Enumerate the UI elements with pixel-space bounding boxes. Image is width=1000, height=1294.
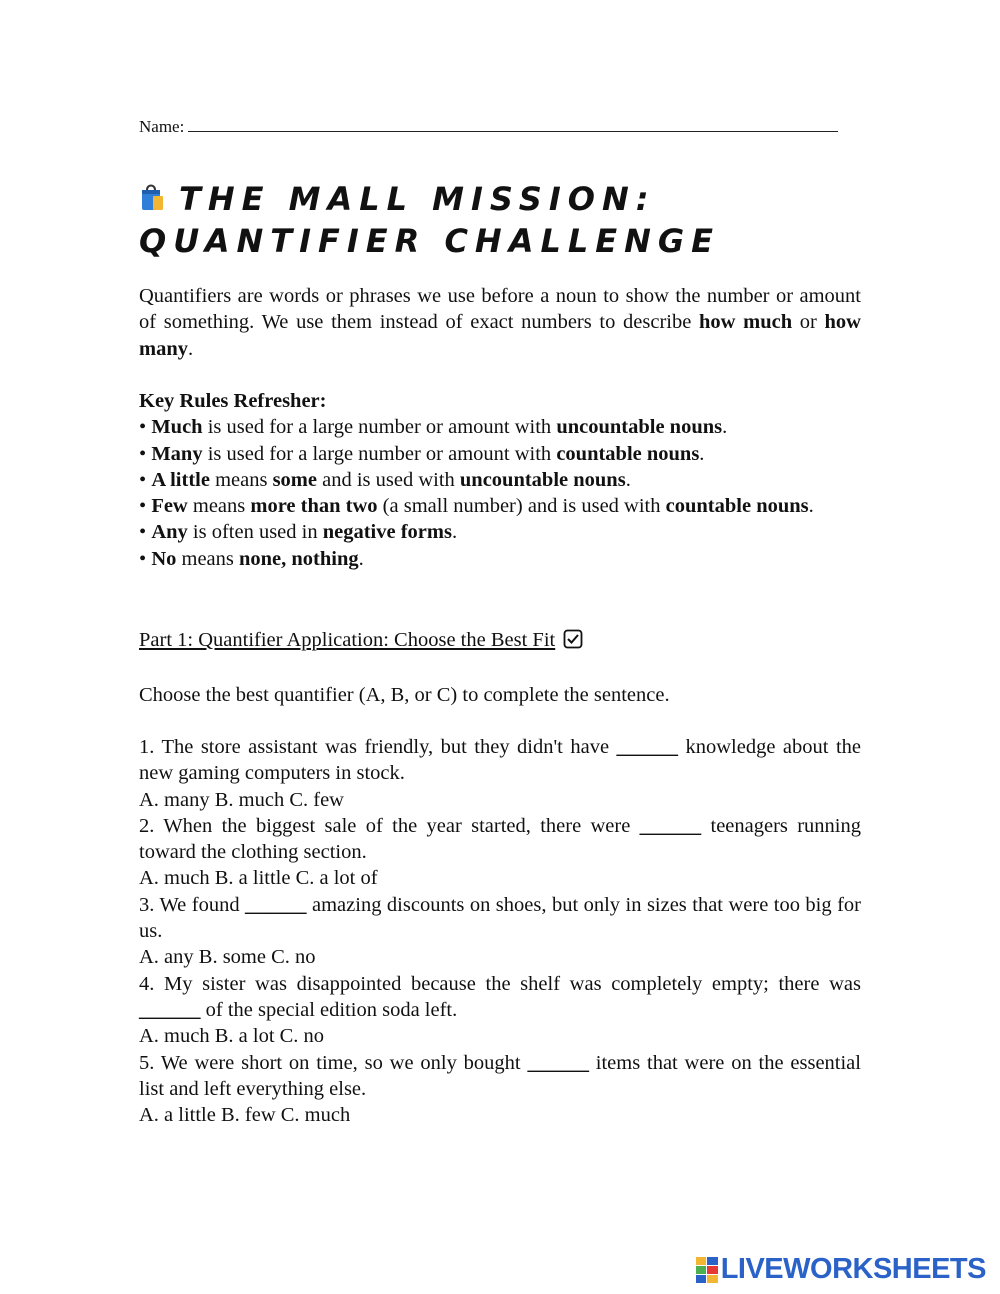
question-3-options: A. any B. some C. no — [139, 946, 316, 969]
part1-instruction: Choose the best quantifier (A, B, or C) to complete the sentence. — [139, 684, 670, 706]
name-label: Name: — [139, 117, 185, 136]
rule-many: • Many is used for a large number or amount with countable nouns. — [139, 442, 705, 465]
question-5: 5. We were short on time, so we only bought ______ items that were on the essential list and left everything else. — [139, 1051, 861, 1100]
checkbox-icon — [563, 629, 583, 649]
rule-any: • Any is often used in negative forms. — [139, 521, 458, 544]
questions-list — [139, 734, 861, 1128]
question-3: 3. We found ______ amazing discounts on shoes, but only in sizes that were too big for us. — [139, 893, 861, 943]
answer-blank-2[interactable]: ______ — [639, 814, 702, 837]
name-input-line[interactable] — [188, 116, 838, 132]
answer-blank-4[interactable]: ______ — [139, 998, 201, 1021]
liveworksheets-logo-icon — [696, 1257, 718, 1283]
liveworksheets-logo[interactable] — [696, 1253, 986, 1286]
part1-heading: Part 1: Quantifier Application: Choose the Best Fit — [139, 627, 583, 653]
shopping-bag-icon — [139, 182, 165, 212]
question-4: 4. My sister was disappointed because the shelf was completely empty; there was ______ of the special edition soda left. — [139, 972, 861, 1021]
intro-bold-how-much: how much — [699, 311, 793, 334]
logo-text: LIVEWORKSHEETS — [720, 1253, 986, 1285]
rule-no: • No means none, nothing. — [139, 547, 364, 570]
rule-a-little: • A little means some and is used with uncountable nouns. — [139, 468, 631, 491]
rules-heading: Key Rules Refresher: — [139, 390, 327, 412]
answer-blank-5[interactable]: ______ — [527, 1051, 589, 1074]
page-title — [139, 178, 861, 262]
intro-paragraph: Quantifiers are words or phrases we use before a noun to show the number or amount of something. We use them instead of exact numbers to describe how much or how many. — [139, 285, 861, 360]
answer-blank-3[interactable]: ______ — [245, 893, 307, 916]
title-line-2: QUANTIFIER CHALLENGE — [139, 222, 721, 260]
question-4-options: A. much B. a lot C. no — [139, 1025, 325, 1048]
question-5-options: A. a little B. few C. much — [139, 1104, 351, 1127]
name-line — [139, 116, 838, 137]
question-2-options: A. much B. a little C. a lot of — [139, 867, 378, 890]
title-line-1: THE MALL MISSION: — [179, 180, 656, 218]
question-1-options: A. many B. much C. few — [139, 788, 344, 811]
answer-blank-1[interactable]: ______ — [616, 736, 679, 758]
question-1: 1. The store assistant was friendly, but they didn't have ______ knowledge about the new gaming computers in stock. — [139, 736, 861, 785]
question-2: 2. When the biggest sale of the year started, there were ______ teenagers running toward the clothing section. — [139, 814, 861, 864]
intro-bold-how-many: how many — [139, 311, 861, 360]
key-rules — [139, 388, 861, 572]
rule-few: • Few means more than two (a small number) and is used with countable nouns. — [139, 495, 814, 518]
rule-much: • Much is used for a large number or amount with uncountable nouns. — [139, 416, 728, 439]
